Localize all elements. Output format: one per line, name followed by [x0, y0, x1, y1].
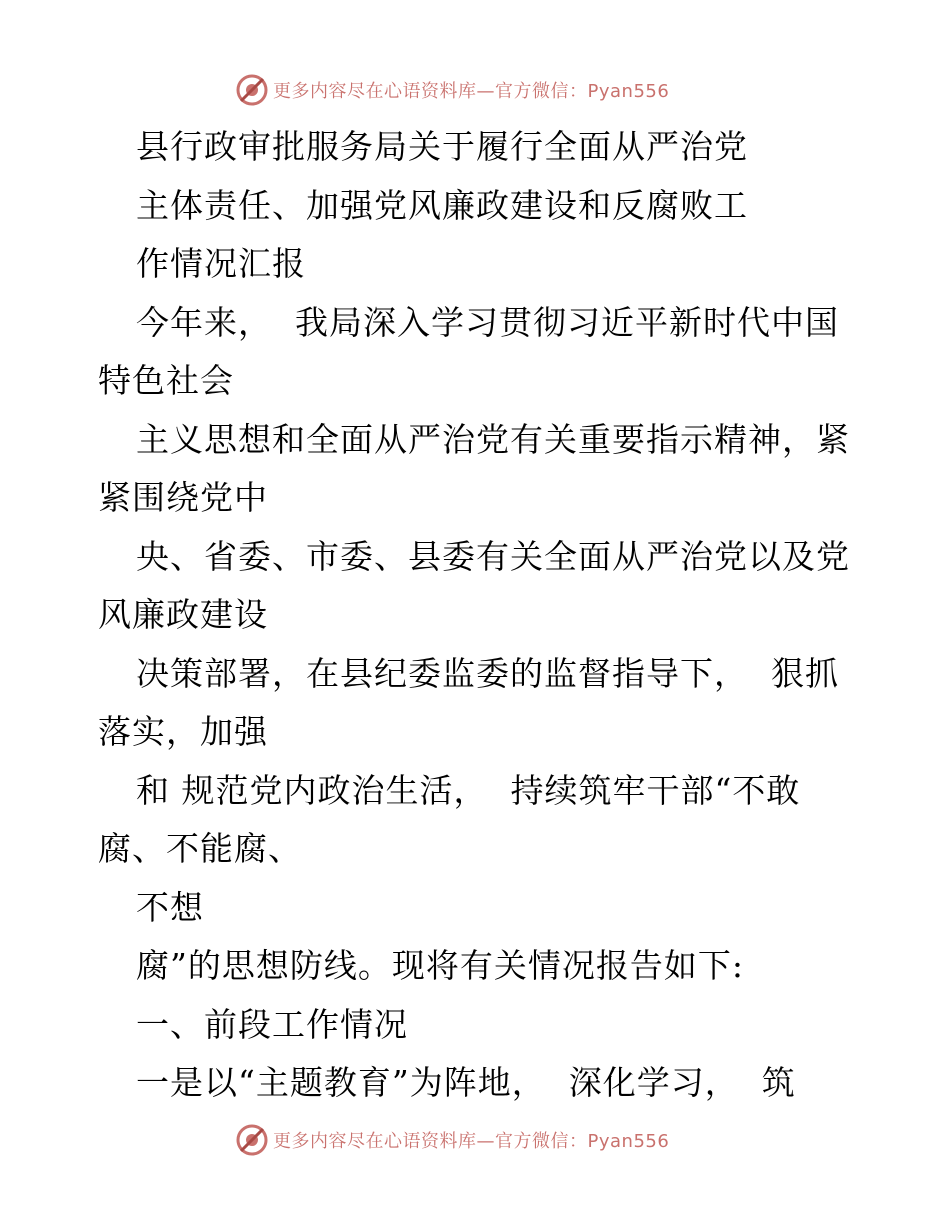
title-line-2: 主体责任、加强党风廉政建设和反腐败工	[136, 186, 748, 225]
paragraph-line: 不想	[136, 888, 204, 927]
paragraph-line: 特色社会	[98, 361, 234, 400]
watermark-logo-icon	[235, 1123, 269, 1157]
paragraph-line: 腐”的思想防线。现将有关情况报告如下:	[136, 946, 744, 985]
paragraph-line: 落实，加强	[98, 712, 268, 751]
title-line-3: 作情况汇报	[136, 244, 306, 283]
paragraph-line: 腐、不能腐、	[98, 829, 302, 868]
watermark-text: 更多内容尽在心语资料库—官方微信：Pyan556	[273, 1131, 670, 1152]
title-line-1: 县行政审批服务局关于履行全面从严治党	[136, 127, 748, 166]
watermark-logo-icon	[235, 73, 269, 107]
paragraph-line: 主义思想和全面从严治党有关重要指示精神，紧	[136, 420, 850, 459]
paragraph-line: 和 规范党内政治生活， 持续筑牢干部“不敢	[136, 771, 801, 810]
paragraph-line: 央、省委、市委、县委有关全面从严治党以及党	[136, 537, 850, 576]
paragraph-line: 一是以“主题教育”为阵地， 深化学习， 筑	[136, 1063, 796, 1102]
paragraph-line: 紧围绕党中	[98, 478, 268, 517]
header-watermark	[235, 72, 669, 108]
paragraph-line: 今年来， 我局深入学习贯彻习近平新时代中国	[136, 303, 839, 342]
paragraph-line: 决策部署，在县纪委监委的监督指导下， 狠抓	[136, 654, 839, 693]
paragraph-line: 风廉政建设	[98, 595, 268, 634]
footer-watermark	[235, 1122, 669, 1158]
section-heading: 一、前段工作情况	[136, 1005, 408, 1044]
watermark-text: 更多内容尽在心语资料库—官方微信：Pyan556	[273, 81, 670, 102]
